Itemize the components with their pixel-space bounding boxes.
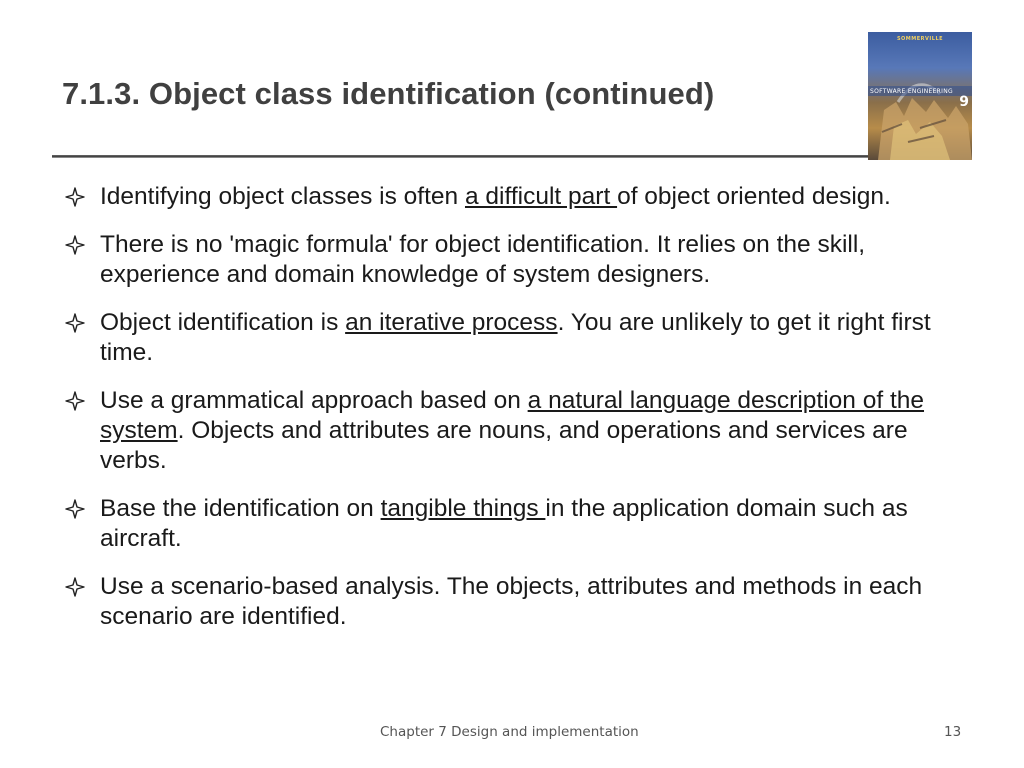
- cover-title: SOFTWARE ENGINEERING: [870, 88, 953, 95]
- bullet-text: There is no 'magic formula' for object identification. It relies on the skill, experience and domain knowledge of system designers.: [100, 231, 866, 288]
- cover-building-art: [868, 32, 972, 160]
- four-point-star-icon: [65, 499, 85, 519]
- bullet-item: [62, 182, 972, 212]
- underlined-phrase: a difficult part: [464, 183, 618, 210]
- four-point-star-icon: [65, 313, 85, 333]
- four-point-star-icon: [65, 577, 85, 597]
- underlined-phrase: a natural language description of the system: [100, 387, 925, 444]
- bullet-list: [62, 182, 972, 650]
- title-divider: [52, 155, 870, 158]
- underlined-phrase: tangible things: [380, 495, 546, 522]
- page-number: 13: [944, 724, 962, 740]
- bullet-item: [62, 572, 972, 632]
- bullet-item: [62, 386, 972, 476]
- bullet-text: Base the identification on tangible things in the application domain such as aircraft.: [100, 495, 908, 552]
- bullet-text: Use a scenario-based analysis. The objects, attributes and methods in each scenario are identified.: [100, 573, 923, 630]
- four-point-star-icon: [65, 235, 85, 255]
- bullet-text: Object identification is an iterative process. You are unlikely to get it right first time.: [100, 309, 931, 366]
- book-cover-image: [868, 32, 972, 160]
- four-point-star-icon: [65, 187, 85, 207]
- bullet-item: [62, 308, 972, 368]
- bullet-item: [62, 494, 972, 554]
- slide-title: 7.1.3. Object class identification (continued): [62, 76, 715, 111]
- slide-footer: Chapter 7 Design and implementation: [380, 724, 639, 740]
- bullet-text: Identifying object classes is often a difficult part of object oriented design.: [100, 183, 891, 210]
- four-point-star-icon: [65, 391, 85, 411]
- cover-author: SOMMERVILLE: [896, 36, 944, 42]
- bullet-text: Use a grammatical approach based on a natural language description of the system. Objects and attributes are nouns, and operations and services are verbs.: [100, 387, 925, 474]
- underlined-phrase: an iterative process: [345, 309, 558, 336]
- cover-edition: 9: [959, 94, 969, 110]
- bullet-item: [62, 230, 972, 290]
